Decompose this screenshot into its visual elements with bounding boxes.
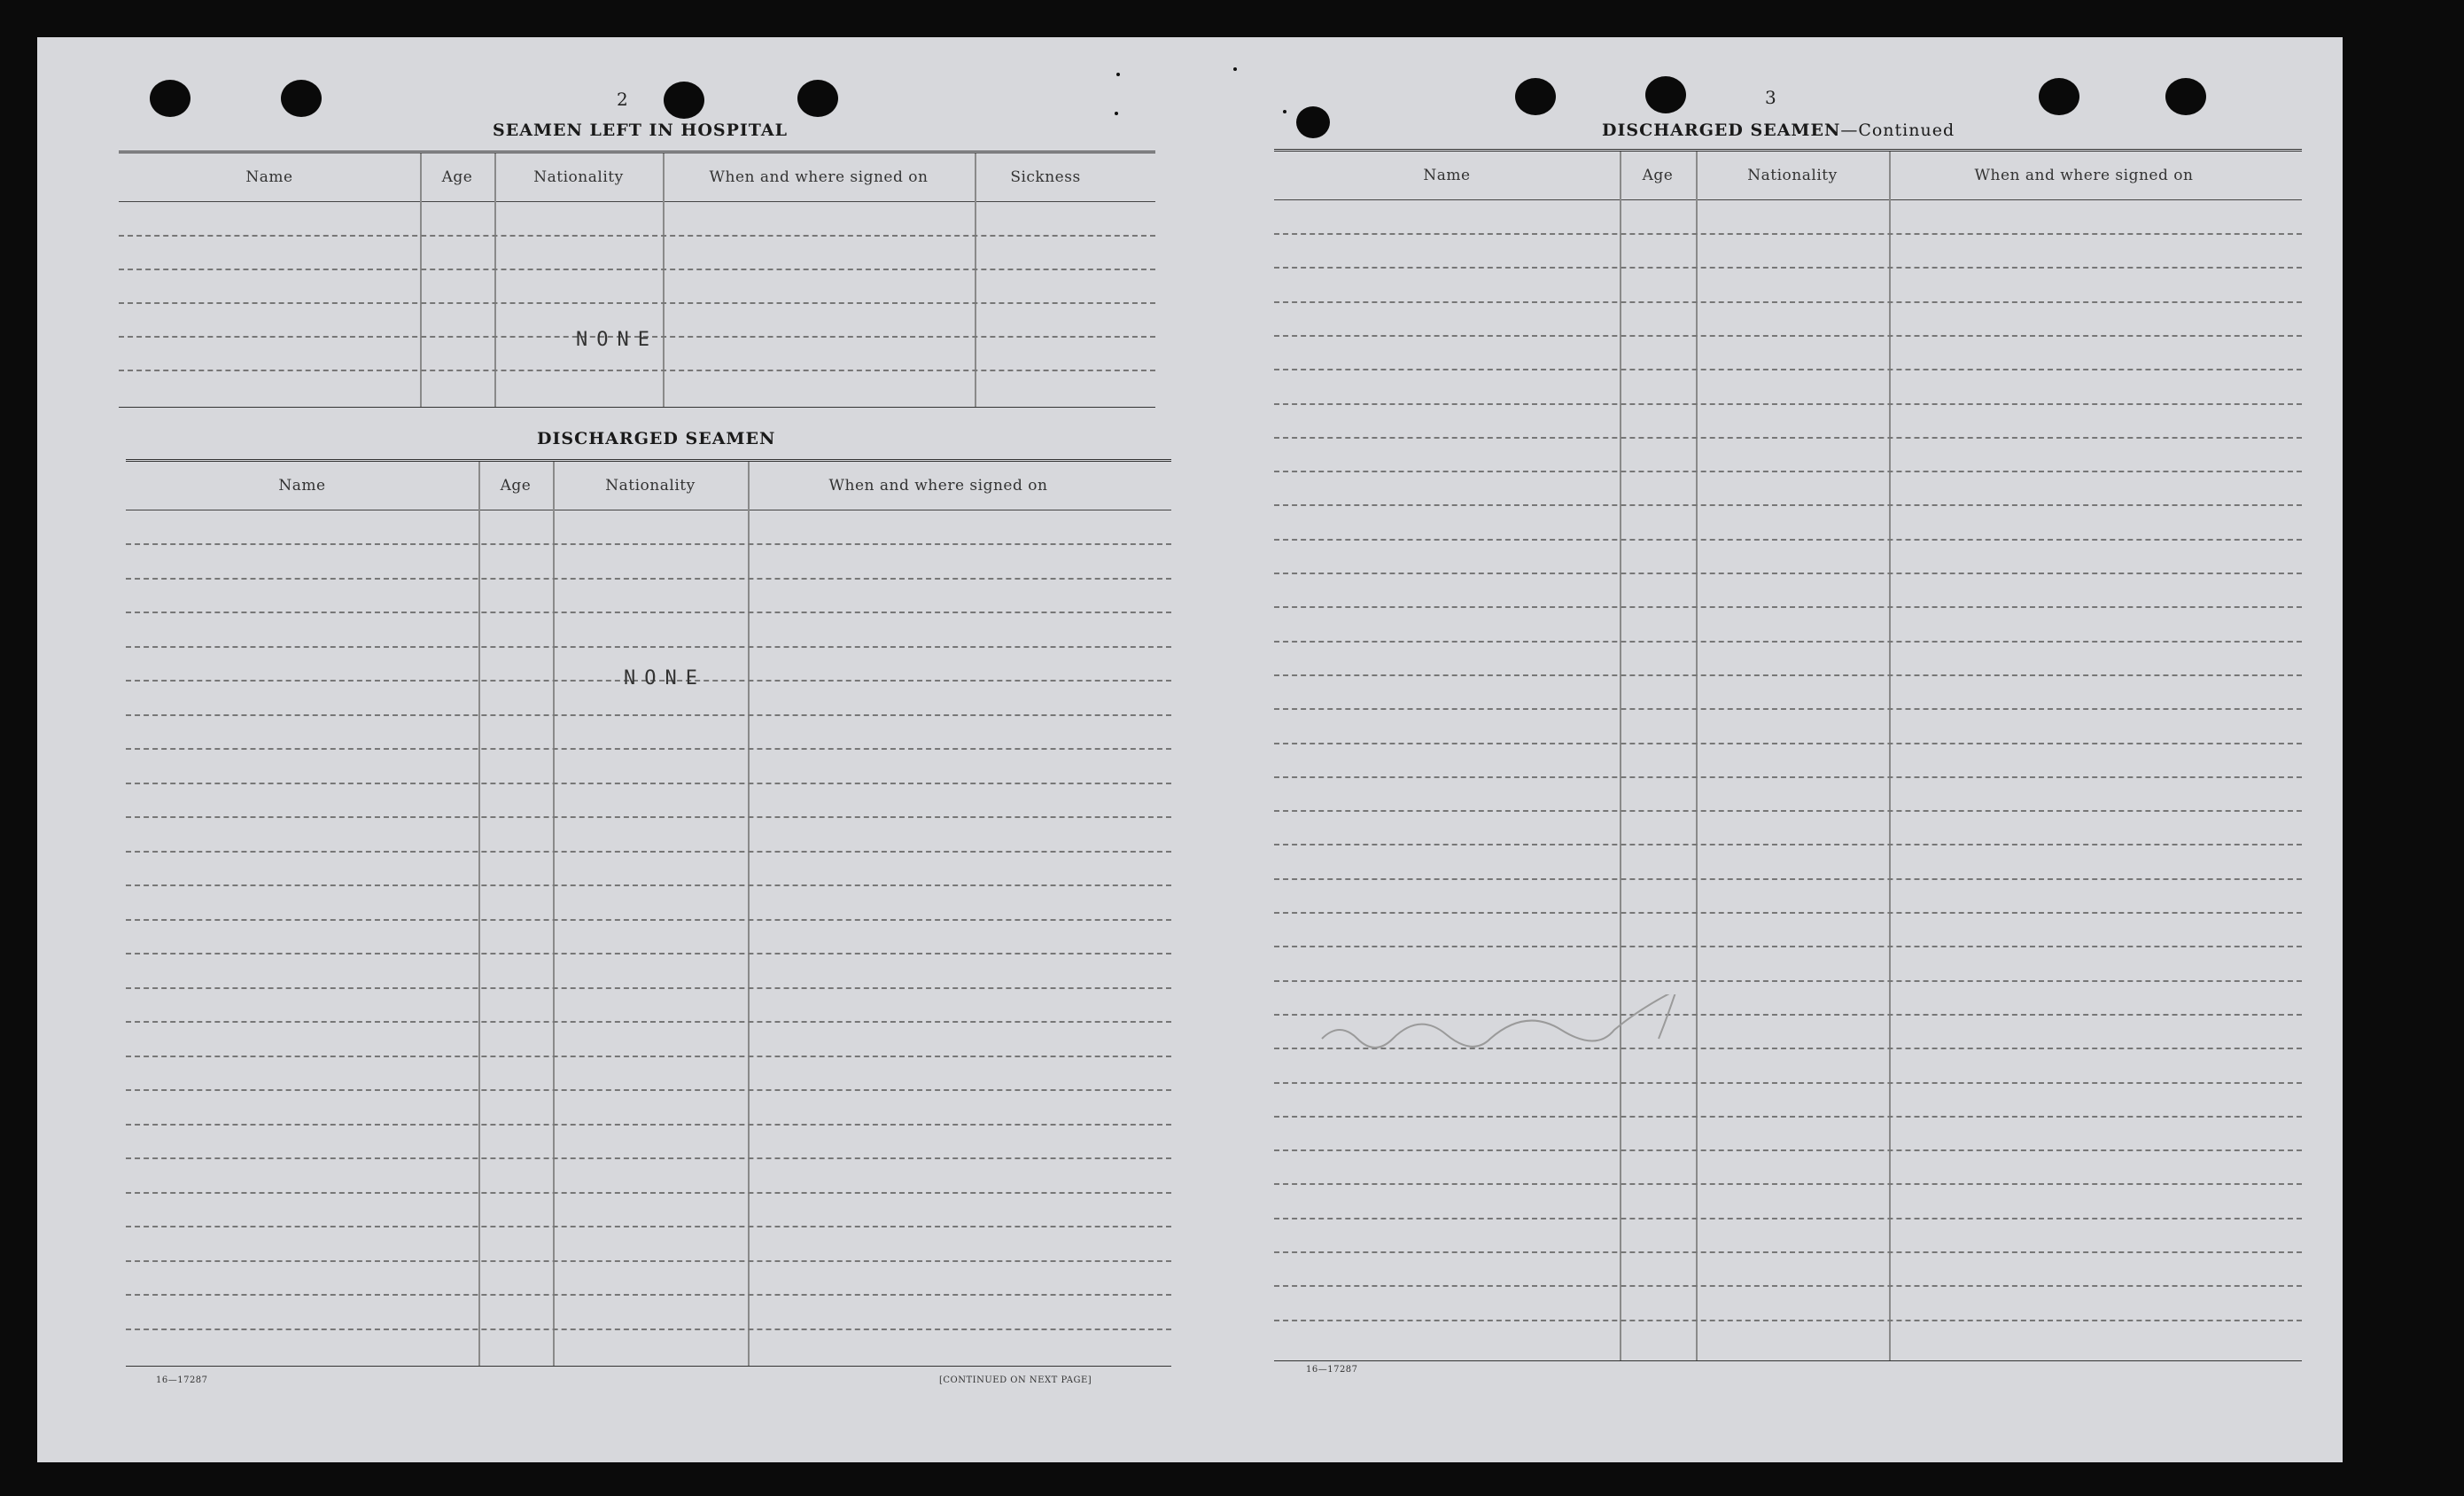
faint-handwriting [1313,994,1721,1056]
footer-continued: [CONTINUED ON NEXT PAGE] [939,1375,1092,1385]
col-name: Name [1423,167,1471,184]
column-rule [1889,152,1891,1360]
col-signed-on: When and where signed on [1974,167,2194,184]
row-rule [1274,573,2302,574]
row-rule [126,748,1171,750]
row-rule [119,235,1155,237]
row-rule [126,543,1171,545]
col-nationality: Nationality [605,477,696,495]
row-rule [1274,369,2302,370]
title-suffix: —Continued [1840,121,1955,140]
footer-form-number-left: 16—17287 [156,1375,208,1385]
row-rule [1274,1218,2302,1219]
page-number-right: 3 [1765,87,1777,108]
row-rule [1274,267,2302,269]
discharged-title: DISCHARGED SEAMEN [537,429,776,448]
title-main: DISCHARGED SEAMEN [1602,121,1841,140]
punch-hole [1296,106,1330,138]
punch-hole [150,80,190,117]
row-rule [126,783,1171,784]
row-rule [126,1089,1171,1091]
discharged-continued-table [1274,149,2302,1361]
row-rule [126,1056,1171,1057]
punch-hole [281,80,322,117]
discharged-none-entry: NONE [624,667,706,690]
row-rule [1274,335,2302,337]
row-rule [126,1157,1171,1159]
row-rule [126,1021,1171,1023]
row-rule [1274,301,2302,303]
row-rule [1274,912,2302,914]
column-rule [553,462,555,1366]
row-rule [1274,674,2302,676]
row-rule [126,1226,1171,1227]
hospital-table [119,151,1155,408]
row-rule [1274,437,2302,439]
row-rule [1274,606,2302,608]
punch-hole [2165,78,2206,115]
row-rule [126,714,1171,716]
col-signed-on: When and where signed on [828,477,1048,495]
row-rule [126,851,1171,853]
row-rule [1274,844,2302,845]
row-rule [1274,980,2302,982]
row-rule [1274,1183,2302,1185]
row-rule [1274,810,2302,812]
col-age: Age [500,477,532,495]
col-age: Age [1642,167,1674,184]
row-rule [1274,233,2302,235]
row-rule [126,1124,1171,1126]
row-rule [119,370,1155,371]
speck [1283,110,1286,113]
speck [1233,67,1237,71]
row-rule [119,302,1155,304]
col-nationality: Nationality [1747,167,1838,184]
hospital-none-entry: NONE [576,329,658,351]
punch-hole [797,80,838,117]
col-age: Age [441,168,473,186]
row-rule [126,987,1171,989]
continued-table-header [1274,152,2302,200]
row-rule [126,612,1171,613]
row-rule [1274,776,2302,778]
discharged-table-header [126,462,1171,510]
col-nationality: Nationality [533,168,624,186]
col-sickness: Sickness [1010,168,1081,186]
row-rule [1274,1149,2302,1151]
row-rule [126,816,1171,818]
punch-hole [2039,78,2079,115]
row-rule [126,1192,1171,1194]
row-rule [1274,539,2302,541]
col-name: Name [278,477,326,495]
row-rule [1274,708,2302,710]
row-rule [126,953,1171,954]
row-rule [119,269,1155,270]
column-rule [1620,152,1621,1360]
row-rule [1274,1285,2302,1287]
row-rule [126,646,1171,648]
punch-hole [1645,76,1686,113]
row-rule [1274,403,2302,405]
row-rule [126,1328,1171,1330]
row-rule [1274,878,2302,880]
col-signed-on: When and where signed on [709,168,929,186]
document-sheet [37,37,2343,1462]
column-rule [748,462,750,1366]
discharged-continued-title [1602,121,1955,140]
discharged-table [126,459,1171,1367]
row-rule [1274,946,2302,947]
row-rule [126,884,1171,886]
hospital-title: SEAMEN LEFT IN HOSPITAL [493,121,788,140]
row-rule [1274,641,2302,643]
row-rule [1274,1320,2302,1321]
row-rule [1274,743,2302,744]
hospital-table-header [119,153,1155,202]
row-rule [1274,471,2302,472]
column-rule [478,462,480,1366]
speck [1115,112,1118,115]
row-rule [1274,1082,2302,1084]
row-rule [1274,1116,2302,1118]
row-rule [126,1294,1171,1296]
speck [1116,73,1120,76]
row-rule [1274,1251,2302,1253]
row-rule [126,919,1171,921]
row-rule [126,1260,1171,1262]
punch-hole [1515,78,1556,115]
col-name: Name [245,168,293,186]
punch-hole [664,82,704,119]
column-rule [1696,152,1698,1360]
footer-form-number-right: 16—17287 [1306,1365,1358,1375]
row-rule [1274,504,2302,506]
page-number-left: 2 [617,89,629,110]
row-rule [126,578,1171,580]
